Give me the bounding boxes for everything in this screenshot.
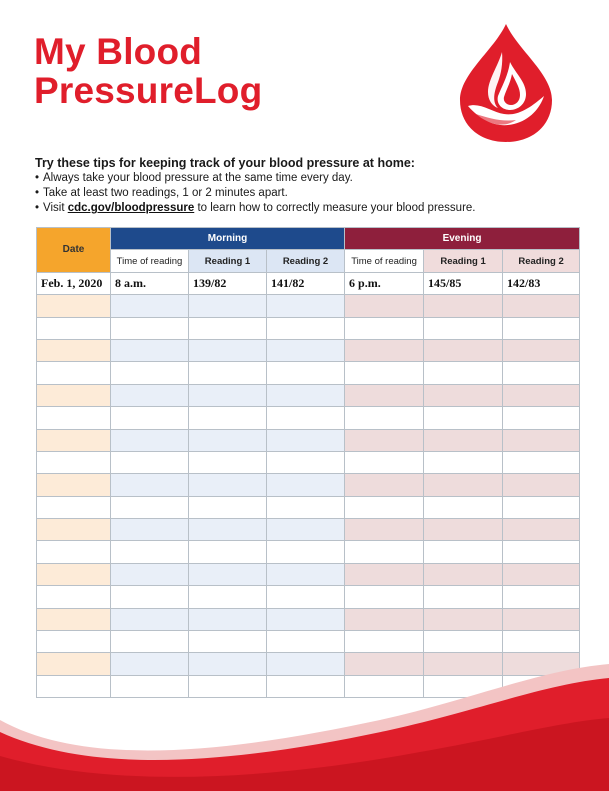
evening-reading1-cell[interactable]	[424, 295, 503, 317]
morning-time-cell[interactable]	[111, 384, 189, 406]
morning-reading1-cell[interactable]	[189, 631, 267, 653]
evening-reading1-header: Reading 1	[424, 250, 503, 272]
morning-reading2-cell[interactable]	[267, 563, 345, 585]
evening-time-cell[interactable]	[345, 317, 424, 339]
evening-reading2-cell[interactable]	[503, 317, 580, 339]
morning-reading2-cell[interactable]	[267, 608, 345, 630]
morning-time-cell[interactable]	[111, 451, 189, 473]
evening-time-cell[interactable]	[345, 384, 424, 406]
tip-item	[35, 186, 575, 201]
log-row	[37, 496, 580, 518]
title-line-2: PressureLog	[34, 70, 263, 111]
evening-header: Evening	[345, 228, 580, 250]
evening-reading2-cell[interactable]	[503, 407, 580, 429]
morning-reading2-cell[interactable]	[267, 496, 345, 518]
evening-time-cell[interactable]	[345, 631, 424, 653]
morning-reading1-cell[interactable]	[189, 295, 267, 317]
date-cell[interactable]	[37, 631, 111, 653]
evening-time-cell[interactable]	[345, 295, 424, 317]
morning-reading1-cell[interactable]	[189, 541, 267, 563]
sample-morning-reading2: 141/82	[267, 272, 345, 294]
title-line-1: My Blood	[34, 31, 203, 72]
log-row	[37, 429, 580, 451]
morning-time-cell[interactable]	[111, 563, 189, 585]
log-row	[37, 631, 580, 653]
morning-reading1-cell[interactable]	[189, 451, 267, 473]
sample-evening-reading2: 142/83	[503, 272, 580, 294]
morning-time-cell[interactable]	[111, 474, 189, 496]
date-cell[interactable]	[37, 407, 111, 429]
evening-reading1-cell[interactable]	[424, 407, 503, 429]
bullet: •	[35, 172, 40, 184]
evening-time-cell[interactable]	[345, 586, 424, 608]
log-row	[37, 317, 580, 339]
evening-time-cell[interactable]	[345, 563, 424, 585]
morning-reading2-cell[interactable]	[267, 429, 345, 451]
log-row	[37, 451, 580, 473]
tip-text: Take at least two readings, 1 or 2 minutes apart.	[43, 187, 288, 199]
tips-section	[35, 156, 575, 216]
evening-reading1-cell[interactable]	[424, 519, 503, 541]
log-row	[37, 384, 580, 406]
date-cell[interactable]	[37, 541, 111, 563]
morning-reading2-cell[interactable]	[267, 474, 345, 496]
log-row	[37, 407, 580, 429]
evening-reading2-cell[interactable]	[503, 384, 580, 406]
morning-reading1-cell[interactable]	[189, 407, 267, 429]
evening-time-cell[interactable]	[345, 451, 424, 473]
evening-reading1-cell[interactable]	[424, 608, 503, 630]
morning-reading2-cell[interactable]	[267, 631, 345, 653]
morning-reading2-cell[interactable]	[267, 317, 345, 339]
morning-time-cell[interactable]	[111, 519, 189, 541]
log-row	[37, 339, 580, 361]
date-cell[interactable]	[37, 519, 111, 541]
morning-reading1-cell[interactable]	[189, 339, 267, 361]
evening-reading1-cell[interactable]	[424, 563, 503, 585]
evening-reading1-cell[interactable]	[424, 317, 503, 339]
evening-reading1-cell[interactable]	[424, 631, 503, 653]
evening-reading2-cell[interactable]	[503, 586, 580, 608]
cdc-link[interactable]: cdc.gov/bloodpressure	[67, 202, 195, 214]
evening-reading2-cell[interactable]	[503, 631, 580, 653]
morning-reading2-cell[interactable]	[267, 519, 345, 541]
morning-reading2-cell[interactable]	[267, 362, 345, 384]
morning-reading1-cell[interactable]	[189, 519, 267, 541]
morning-reading1-cell[interactable]	[189, 474, 267, 496]
blood-drop-hand-icon	[458, 22, 554, 142]
evening-reading2-cell[interactable]	[503, 362, 580, 384]
morning-reading2-cell[interactable]	[267, 451, 345, 473]
evening-time-cell[interactable]	[345, 429, 424, 451]
evening-reading1-cell[interactable]	[424, 586, 503, 608]
morning-reading1-cell[interactable]	[189, 586, 267, 608]
evening-reading2-header: Reading 2	[503, 250, 580, 272]
log-row	[37, 586, 580, 608]
log-row	[37, 295, 580, 317]
sample-morning-reading1: 139/82	[189, 272, 267, 294]
date-cell[interactable]	[37, 586, 111, 608]
morning-time-cell[interactable]	[111, 362, 189, 384]
morning-reading2-cell[interactable]	[267, 384, 345, 406]
evening-time-cell[interactable]	[345, 339, 424, 361]
morning-reading1-cell[interactable]	[189, 608, 267, 630]
evening-reading1-cell[interactable]	[424, 429, 503, 451]
evening-time-cell[interactable]	[345, 407, 424, 429]
evening-reading1-cell[interactable]	[424, 541, 503, 563]
evening-time-cell[interactable]	[345, 496, 424, 518]
date-cell[interactable]	[37, 474, 111, 496]
morning-reading1-cell[interactable]	[189, 317, 267, 339]
morning-reading1-header: Reading 1	[189, 250, 267, 272]
date-column-header: Date	[37, 228, 111, 273]
date-cell[interactable]	[37, 384, 111, 406]
sample-evening-reading1: 145/85	[424, 272, 503, 294]
morning-reading2-header: Reading 2	[267, 250, 345, 272]
morning-time-cell[interactable]	[111, 586, 189, 608]
blood-pressure-log-table	[36, 227, 580, 698]
tips-heading: Try these tips for keeping track of your blood pressure at home:	[35, 156, 415, 170]
evening-reading2-cell[interactable]	[503, 563, 580, 585]
evening-reading1-cell[interactable]	[424, 474, 503, 496]
evening-reading2-cell[interactable]	[503, 451, 580, 473]
tip-item	[35, 201, 575, 216]
bullet: •	[35, 187, 40, 199]
tip-item	[35, 171, 575, 186]
morning-time-cell[interactable]	[111, 608, 189, 630]
evening-reading2-cell[interactable]	[503, 295, 580, 317]
date-cell[interactable]	[37, 295, 111, 317]
evening-reading2-cell[interactable]	[503, 519, 580, 541]
morning-reading2-cell[interactable]	[267, 295, 345, 317]
date-cell[interactable]	[37, 317, 111, 339]
evening-reading2-cell[interactable]	[503, 474, 580, 496]
morning-reading1-cell[interactable]	[189, 429, 267, 451]
date-cell[interactable]	[37, 496, 111, 518]
morning-reading2-cell[interactable]	[267, 407, 345, 429]
decorative-red-wave	[0, 660, 609, 791]
date-cell[interactable]	[37, 608, 111, 630]
date-cell[interactable]	[37, 339, 111, 361]
morning-reading2-cell[interactable]	[267, 339, 345, 361]
morning-reading1-cell[interactable]	[189, 496, 267, 518]
page-title	[34, 32, 262, 110]
evening-reading1-cell[interactable]	[424, 339, 503, 361]
evening-reading1-cell[interactable]	[424, 496, 503, 518]
evening-time-cell[interactable]	[345, 541, 424, 563]
visit-suffix: to learn how to correctly measure your blood pressure.	[194, 202, 476, 214]
evening-time-header: Time of reading	[345, 250, 424, 272]
morning-time-cell[interactable]	[111, 295, 189, 317]
morning-time-cell[interactable]	[111, 541, 189, 563]
evening-reading1-cell[interactable]	[424, 384, 503, 406]
sample-date: Feb. 1, 2020	[37, 272, 111, 294]
date-cell[interactable]	[37, 429, 111, 451]
morning-header: Morning	[111, 228, 345, 250]
evening-reading2-cell[interactable]	[503, 608, 580, 630]
sample-morning-time: 8 a.m.	[111, 272, 189, 294]
evening-time-cell[interactable]	[345, 474, 424, 496]
morning-time-cell[interactable]	[111, 496, 189, 518]
morning-time-cell[interactable]	[111, 631, 189, 653]
morning-time-cell[interactable]	[111, 339, 189, 361]
evening-reading2-cell[interactable]	[503, 541, 580, 563]
log-row	[37, 362, 580, 384]
morning-reading1-cell[interactable]	[189, 384, 267, 406]
evening-time-cell[interactable]	[345, 519, 424, 541]
bullet: •	[35, 202, 40, 214]
visit-prefix: Visit	[43, 202, 68, 214]
evening-reading2-cell[interactable]	[503, 429, 580, 451]
log-row	[37, 541, 580, 563]
log-row	[37, 519, 580, 541]
date-cell[interactable]	[37, 362, 111, 384]
morning-time-cell[interactable]	[111, 317, 189, 339]
morning-reading1-cell[interactable]	[189, 362, 267, 384]
morning-time-cell[interactable]	[111, 407, 189, 429]
evening-time-cell[interactable]	[345, 362, 424, 384]
evening-time-cell[interactable]	[345, 608, 424, 630]
morning-reading2-cell[interactable]	[267, 586, 345, 608]
log-row	[37, 474, 580, 496]
sample-row	[37, 272, 580, 294]
sample-evening-time: 6 p.m.	[345, 272, 424, 294]
evening-reading2-cell[interactable]	[503, 339, 580, 361]
log-row	[37, 563, 580, 585]
date-cell[interactable]	[37, 451, 111, 473]
morning-reading2-cell[interactable]	[267, 541, 345, 563]
morning-time-header: Time of reading	[111, 250, 189, 272]
date-cell[interactable]	[37, 563, 111, 585]
tip-text: Always take your blood pressure at the same time every day.	[43, 172, 353, 184]
morning-time-cell[interactable]	[111, 429, 189, 451]
log-row	[37, 608, 580, 630]
evening-reading1-cell[interactable]	[424, 451, 503, 473]
evening-reading1-cell[interactable]	[424, 362, 503, 384]
evening-reading2-cell[interactable]	[503, 496, 580, 518]
morning-reading1-cell[interactable]	[189, 563, 267, 585]
